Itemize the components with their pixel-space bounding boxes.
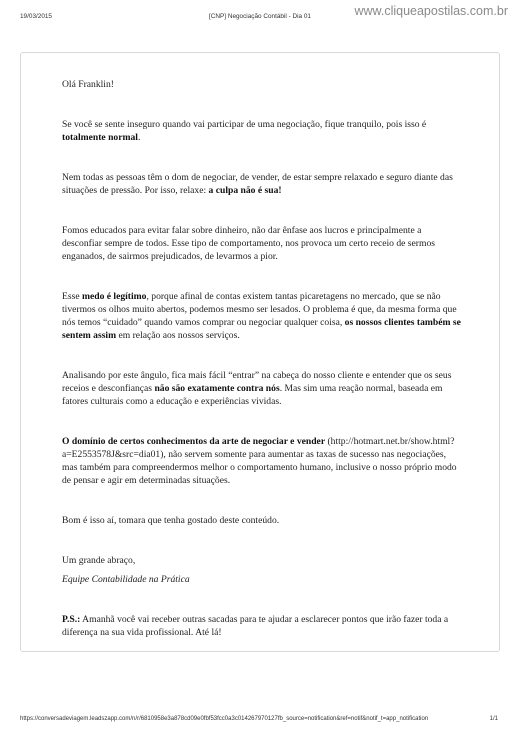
paragraph-1-text: Se você se sente inseguro quando vai participar de uma negociação, fique tranquilo, pois isso é [62,119,427,130]
header-title: [CNP] Negociação Contábil - Dia 01 [209,13,311,20]
paragraph-4-text: Esse [62,291,82,302]
paragraph-1-end: . [137,132,141,143]
paragraph-4-bold-2: os nossos clientes também se sentem assim [62,317,461,341]
signature-text: Equipe Contabilidade na Prática [62,574,190,585]
course-link[interactable]: O domínio de certos conhecimentos da arte de negociar e vender [62,436,326,447]
paragraph-1-bold: totalmente normal [62,132,138,143]
paragraph-6-text: (http://hotmart.net.br/show.html?a=E2553578J&src=dia01), não servem somente para aumentar as taxas de sucesso nas negociações, mas também para compreendermos melhor o comportamento humano, inclusive o nosso próprio modo de pensar e agir em determinadas situações. [62,436,457,486]
paragraph-2-text: Nem todas as pessoas têm o dom de negociar, de vender, de estar sempre relaxado e seguro diante das situações de pressão. Por isso, relaxe: [62,172,453,196]
footer-page-number: 1/1 [489,716,498,722]
sign-off: Um grande abraço, [62,555,136,566]
paragraph-1 [62,118,462,144]
postscript [62,613,462,639]
signature [62,573,462,586]
paragraph-4 [62,290,462,342]
closing-line: Bom é isso aí, tomara que tenha gostado deste conteúdo. [62,515,280,526]
postscript-label: P.S.: [62,614,81,625]
watermark: www.cliqueapostilas.com.br [354,4,508,18]
paragraph-4-text-2: , porque afinal de contas existem tantas picaretagens no mercado, que se não tivermos os olhos muito abertos, podemos mesmo ser lesados. O problema é que, da mesma forma que nós temos “cuidado” quando vamos comprar ou negociar qualquer coisa, [62,291,457,328]
paragraph-2 [62,171,462,197]
postscript-text: Amanhã você vai receber outras sacadas para te ajudar a esclarecer pontos que irão fazer toda a diferença na sua vida profissional. Até lá! [62,614,449,638]
paragraph-6 [62,435,462,487]
paragraph-5 [62,369,462,408]
paragraph-3: Fomos educados para evitar falar sobre dinheiro, não dar ênfase aos lucros e principalmente a desconfiar sempre de todos. Esse tipo de comportamento, nos provoca um certo receio de sermos enganados, de sairmos prejudicados, de levarmos a pior. [62,225,435,262]
greeting: Olá Franklin! [62,79,114,90]
footer-url[interactable]: https://conversadeviagem.leadszapp.com/n/r/6810958e3a878cd09e0fbf53fcc0a3c014267970127fb_source=notification&ref=notif&notif_t=app_notification [20,716,429,722]
paragraph-2-bold: a culpa não é sua! [208,185,282,196]
paragraph-4-bold-1: medo é legítimo [81,291,147,302]
paragraph-5-end: . Mas sim uma reação normal, baseada em fatores culturais como a educação e experiências vividas. [62,383,443,407]
header-date: 19/03/2015 [20,13,52,20]
paragraph-4-end: em relação aos nossos serviços. [116,330,240,341]
paragraph-5-text: Analisando por este ângulo, fica mais fácil “entrar” na cabeça do nosso cliente e entender que os seus receios e desconfianças [62,370,452,394]
paragraph-5-bold: não são exatamente contra nós [154,383,280,394]
email-body [62,78,462,639]
